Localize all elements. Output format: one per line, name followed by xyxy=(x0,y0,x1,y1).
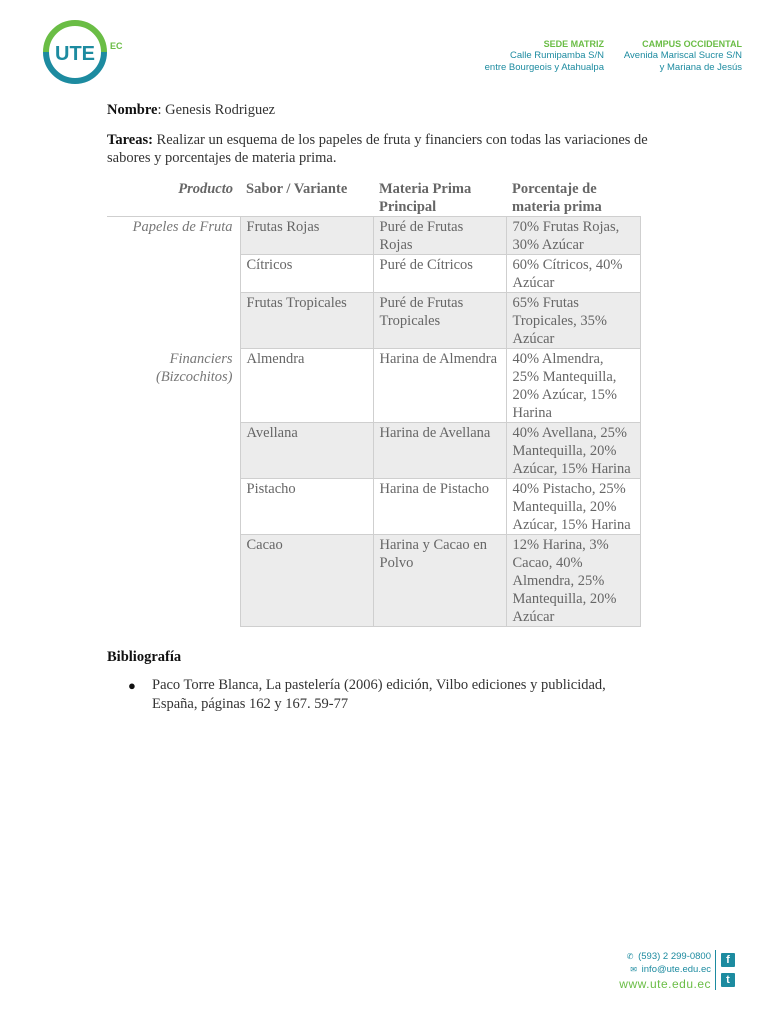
table-row xyxy=(107,217,640,255)
logo-text: UTE xyxy=(55,43,95,65)
header-sabor: Sabor / Variante xyxy=(246,181,348,197)
materia-cell: Puré de Frutas Tropicales xyxy=(373,293,506,349)
facebook-icon[interactable]: f xyxy=(721,953,735,967)
materia-cell: Harina y Cacao en Polvo xyxy=(373,535,506,627)
table-header-row xyxy=(107,179,640,217)
product-cell: Financiers (Bizcochitos) xyxy=(155,350,233,385)
header-producto: Producto xyxy=(178,181,233,197)
campus-line2: y Mariana de Jesús xyxy=(659,62,742,73)
porcentaje-cell: 40% Pistacho, 25% Mantequilla, 20% Azúcar, 15% Harina xyxy=(506,479,640,535)
nombre-line xyxy=(107,101,667,119)
footer-email[interactable]: info@ute.edu.ec xyxy=(641,964,711,975)
sede-matriz-address xyxy=(485,38,604,74)
tareas-label: Tareas: xyxy=(107,132,153,148)
porcentaje-cell: 40% Almendra, 25% Mantequilla, 20% Azúcar, 15% Harina xyxy=(506,349,640,423)
sabor-cell: Frutas Rojas xyxy=(240,217,373,255)
twitter-icon[interactable]: t xyxy=(721,973,735,987)
footer-contact xyxy=(619,950,711,991)
ute-logo xyxy=(40,17,110,87)
nombre-label: Nombre xyxy=(107,102,158,118)
bibliografia-entry: Paco Torre Blanca, La pastelería (2006) edición, Vilbo ediciones y publicidad, España, páginas 162 y 167. 59-77 xyxy=(152,677,606,712)
products-table xyxy=(107,179,641,627)
sede-line2: entre Bourgeois y Atahualpa xyxy=(484,62,604,73)
product-cell: Papeles de Fruta xyxy=(132,219,233,235)
bullet-icon: ● xyxy=(128,678,136,693)
porcentaje-cell: 60% Cítricos, 40% Azúcar xyxy=(506,255,640,293)
table-row xyxy=(107,349,640,423)
porcentaje-cell: 12% Harina, 3% Cacao, 40% Almendra, 25% Mantequilla, 20% Azúcar xyxy=(506,535,640,627)
bibliografia-title: Bibliografía xyxy=(107,649,182,665)
materia-cell: Harina de Almendra xyxy=(373,349,506,423)
materia-cell: Harina de Pistacho xyxy=(373,479,506,535)
sabor-cell: Frutas Tropicales xyxy=(240,293,373,349)
sabor-cell: Almendra xyxy=(240,349,373,423)
porcentaje-cell: 40% Avellana, 25% Mantequilla, 20% Azúcar, 15% Harina xyxy=(506,423,640,479)
sabor-cell: Cítricos xyxy=(240,255,373,293)
tareas-text: Realizar un esquema de los papeles de fruta y financiers con todas las variaciones de sabores y porcentajes de materia prima. xyxy=(107,132,648,166)
footer-phone: (593) 2 299-0800 xyxy=(638,951,711,962)
email-icon: ✉ xyxy=(630,965,637,974)
footer-divider xyxy=(715,950,716,990)
bibliografia-list xyxy=(107,676,647,714)
sabor-cell: Cacao xyxy=(240,535,373,627)
campus-title: CAMPUS OCCIDENTAL xyxy=(642,39,742,49)
sede-title: SEDE MATRIZ xyxy=(543,39,604,49)
materia-cell: Puré de Frutas Rojas xyxy=(373,217,506,255)
campus-occidental-address xyxy=(624,38,742,74)
porcentaje-cell: 65% Frutas Tropicales, 35% Azúcar xyxy=(506,293,640,349)
footer-website[interactable]: www.ute.edu.ec xyxy=(619,977,711,991)
sabor-cell: Avellana xyxy=(240,423,373,479)
campus-line1: Avenida Mariscal Sucre S/N xyxy=(623,50,742,61)
sabor-cell: Pistacho xyxy=(240,479,373,535)
materia-cell: Puré de Cítricos xyxy=(373,255,506,293)
phone-icon: ✆ xyxy=(626,952,634,961)
header-porcentaje: Porcentaje de materia prima xyxy=(512,181,602,215)
porcentaje-cell: 70% Frutas Rojas, 30% Azúcar xyxy=(506,217,640,255)
materia-cell: Harina de Avellana xyxy=(373,423,506,479)
sede-line1: Calle Rumipamba S/N xyxy=(510,50,604,61)
tareas-paragraph xyxy=(107,131,667,167)
list-item xyxy=(107,676,647,714)
nombre-value: : Genesis Rodriguez xyxy=(157,102,276,118)
logo-suffix: EC xyxy=(110,41,123,51)
header-materia: Materia Prima Principal xyxy=(379,181,472,215)
